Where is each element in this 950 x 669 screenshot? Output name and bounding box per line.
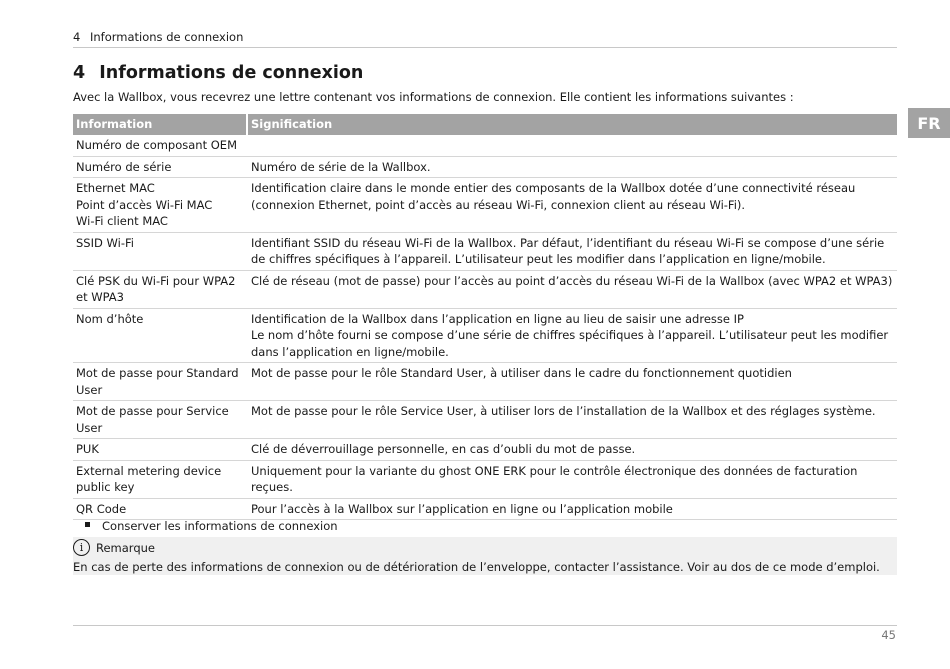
info-icon: i <box>73 539 90 556</box>
information-line: Point d’accès Wi-Fi MAC <box>76 197 213 212</box>
running-header-number: 4 <box>73 30 81 44</box>
table-row <box>73 461 897 499</box>
information-cell <box>73 439 248 461</box>
signification-cell <box>248 499 897 521</box>
information-line: Nom d’hôte <box>76 311 144 326</box>
signification-cell <box>248 135 897 157</box>
signification-line: Identification claire dans le monde entier des composants de la Wallbox dotée d’une connectivité réseau (connexion Ethernet, point d’accès au réseau Wi-Fi, connexion client au réseau Wi-Fi). <box>251 181 856 212</box>
signification-line: Clé de déverrouillage personnelle, en cas d’oubli du mot de passe. <box>251 442 636 456</box>
signification-line: Clé de réseau (mot de passe) pour l’accès au point d’accès du réseau Wi-Fi de la Wallbox (avec WPA2 et WPA3) <box>251 273 893 288</box>
information-cell <box>73 233 248 271</box>
information-cell <box>73 157 248 179</box>
page-number: 45 <box>881 628 896 642</box>
information-cell <box>73 309 248 364</box>
signification-line: Mot de passe pour le rôle Service User, à utiliser lors de l’installation de la Wallbox et des réglages système. <box>251 404 876 418</box>
footer-rule <box>73 625 897 626</box>
signification-cell <box>248 309 897 364</box>
table-body <box>73 135 897 520</box>
table-row <box>73 233 897 271</box>
note-box <box>73 537 897 575</box>
bullet-text: Conserver les informations de connexion <box>102 519 338 533</box>
connection-info-table <box>73 114 897 520</box>
note-header <box>73 539 155 556</box>
table-row <box>73 309 897 364</box>
running-header-title: Informations de connexion <box>89 30 244 44</box>
table-row <box>73 135 897 157</box>
signification-line: Mot de passe pour le rôle Standard User, à utiliser dans le cadre du fonctionnement quotidien <box>251 366 792 380</box>
bullet-item <box>85 519 338 533</box>
section-title <box>73 63 363 83</box>
table-row <box>73 439 897 461</box>
signification-line: Uniquement pour la variante du ghost ONE ERK pour le contrôle électronique des données de facturation reçues. <box>251 463 858 494</box>
information-line: Mot de passe pour Service User <box>76 404 229 435</box>
running-header <box>73 30 897 48</box>
bullet-square-icon <box>85 522 90 527</box>
information-line: Numéro de composant OEM <box>76 138 237 152</box>
information-line: External metering device public key <box>76 463 222 494</box>
column-header-information: Information <box>73 114 248 135</box>
language-tab[interactable]: FR <box>908 108 950 138</box>
signification-cell <box>248 401 897 439</box>
signification-line: Pour l’accès à la Wallbox sur l’application en ligne ou l’application mobile <box>251 501 673 516</box>
column-header-signification: Signification <box>248 114 897 135</box>
signification-cell <box>248 461 897 499</box>
information-line: Wi-Fi client MAC <box>76 214 168 228</box>
table-row <box>73 363 897 401</box>
table-row <box>73 271 897 309</box>
signification-line: Identification de la Wallbox dans l’application en ligne au lieu de saisir une adresse IP <box>251 311 744 326</box>
information-line: SSID Wi-Fi <box>76 235 134 250</box>
table-header-row <box>73 114 897 135</box>
intro-text: Avec la Wallbox, vous recevrez une lettre contenant vos informations de connexion. Elle contient les informations suivantes : <box>73 90 794 104</box>
signification-cell <box>248 439 897 461</box>
information-line: Numéro de série <box>76 159 172 174</box>
signification-line: Le nom d’hôte fourni se compose d’une série de chiffres spécifiques à l’appareil. L’utilisateur peut les modifier dans l’application en ligne/mobile. <box>251 328 889 359</box>
information-line: Clé PSK du Wi-Fi pour WPA2 et WPA3 <box>76 273 236 304</box>
information-cell <box>73 401 248 439</box>
table-row <box>73 401 897 439</box>
table-row <box>73 499 897 521</box>
information-cell <box>73 271 248 309</box>
information-cell <box>73 178 248 233</box>
information-line: Mot de passe pour Standard User <box>76 366 239 397</box>
table-row <box>73 157 897 179</box>
note-title: Remarque <box>96 540 155 555</box>
signification-cell <box>248 157 897 179</box>
signification-line: Identifiant SSID du réseau Wi-Fi de la Wallbox. Par défaut, l’identifiant du réseau Wi-Fi se compose d’une série de chiffres spécifiques à l’appareil. L’utilisateur peut les modifier dans l’application en ligne/mobile. <box>251 235 885 266</box>
information-cell <box>73 499 248 521</box>
signification-cell <box>248 178 897 233</box>
signification-cell <box>248 271 897 309</box>
table-row <box>73 178 897 233</box>
information-cell <box>73 461 248 499</box>
signification-cell <box>248 233 897 271</box>
section-heading: Informations de connexion <box>99 63 364 83</box>
information-line: Ethernet MAC <box>76 181 155 195</box>
information-line: QR Code <box>76 501 127 516</box>
note-text: En cas de perte des informations de connexion ou de détérioration de l’enveloppe, contacter l’assistance. Voir au dos de ce mode d’emploi. <box>73 560 880 574</box>
information-cell <box>73 363 248 401</box>
signification-cell <box>248 363 897 401</box>
information-line: PUK <box>76 442 99 456</box>
signification-line: Numéro de série de la Wallbox. <box>251 159 431 174</box>
information-cell <box>73 135 248 157</box>
section-number: 4 <box>73 63 86 83</box>
